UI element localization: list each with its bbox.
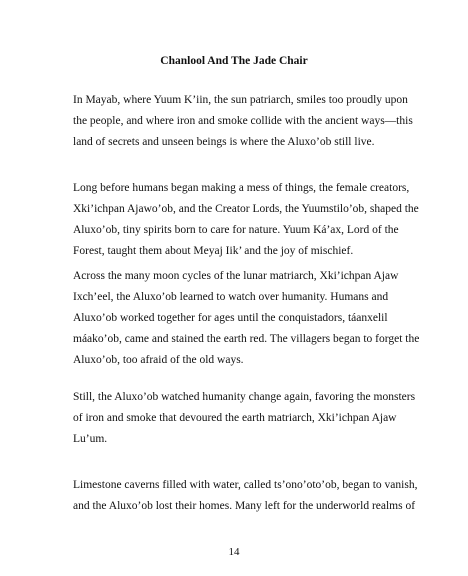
- paragraph-line: Lu’um.: [73, 433, 108, 445]
- paragraph-line: Ixch’eel, the Aluxo’ob learned to watch over humanity. Humans and: [73, 291, 389, 303]
- paragraph-line: and the Aluxo’ob lost their homes. Many left for the underworld realms of: [73, 500, 416, 512]
- paragraph-line: Across the many moon cycles of the lunar matriarch, Xki’ichpan Ajaw: [73, 270, 399, 282]
- paragraph-line: Aluxo’ob, tiny spirits born to care for nature. Yuum Ká’ax, Lord of the: [73, 224, 399, 236]
- paragraph-line: Limestone caverns filled with water, called ts’ono’oto’ob, began to vanish,: [73, 479, 418, 491]
- paragraph-line: Forest, taught them about Meyaj Iik’ and the joy of mischief.: [73, 245, 354, 257]
- paragraph-3: [73, 266, 420, 371]
- paragraph-2: [73, 178, 419, 262]
- paragraph-line: Aluxo’ob, too afraid of the old ways.: [73, 354, 244, 366]
- paragraph-1: [73, 90, 413, 153]
- paragraph-line: Still, the Aluxo’ob watched humanity change again, favoring the monsters: [73, 391, 416, 403]
- paragraph-line: máako’ob, came and stained the earth red. The villagers began to forget the: [73, 333, 420, 345]
- chapter-title: Chanlool And The Jade Chair: [160, 55, 308, 67]
- paragraph-line: land of secrets and unseen beings is where the Aluxo’ob still live.: [73, 136, 375, 148]
- paragraph-line: the people, and where iron and smoke collide with the ancient ways—this: [73, 115, 413, 127]
- paragraph-5: [73, 475, 418, 517]
- paragraph-4: [73, 387, 416, 450]
- paragraph-line: Aluxo’ob worked together for ages until the conquistadors, táanxelil: [73, 312, 388, 324]
- page-number: 14: [228, 546, 240, 558]
- paragraph-line: of iron and smoke that devoured the earth matriarch, Xki’ichpan Ajaw: [73, 412, 397, 424]
- paragraph-line: In Mayab, where Yuum K’iin, the sun patriarch, smiles too proudly upon: [73, 94, 408, 106]
- paragraph-line: Xki’ichpan Ajawo’ob, and the Creator Lords, the Yuumstilo’ob, shaped the: [73, 203, 419, 215]
- paragraph-line: Long before humans began making a mess of things, the female creators,: [73, 182, 410, 194]
